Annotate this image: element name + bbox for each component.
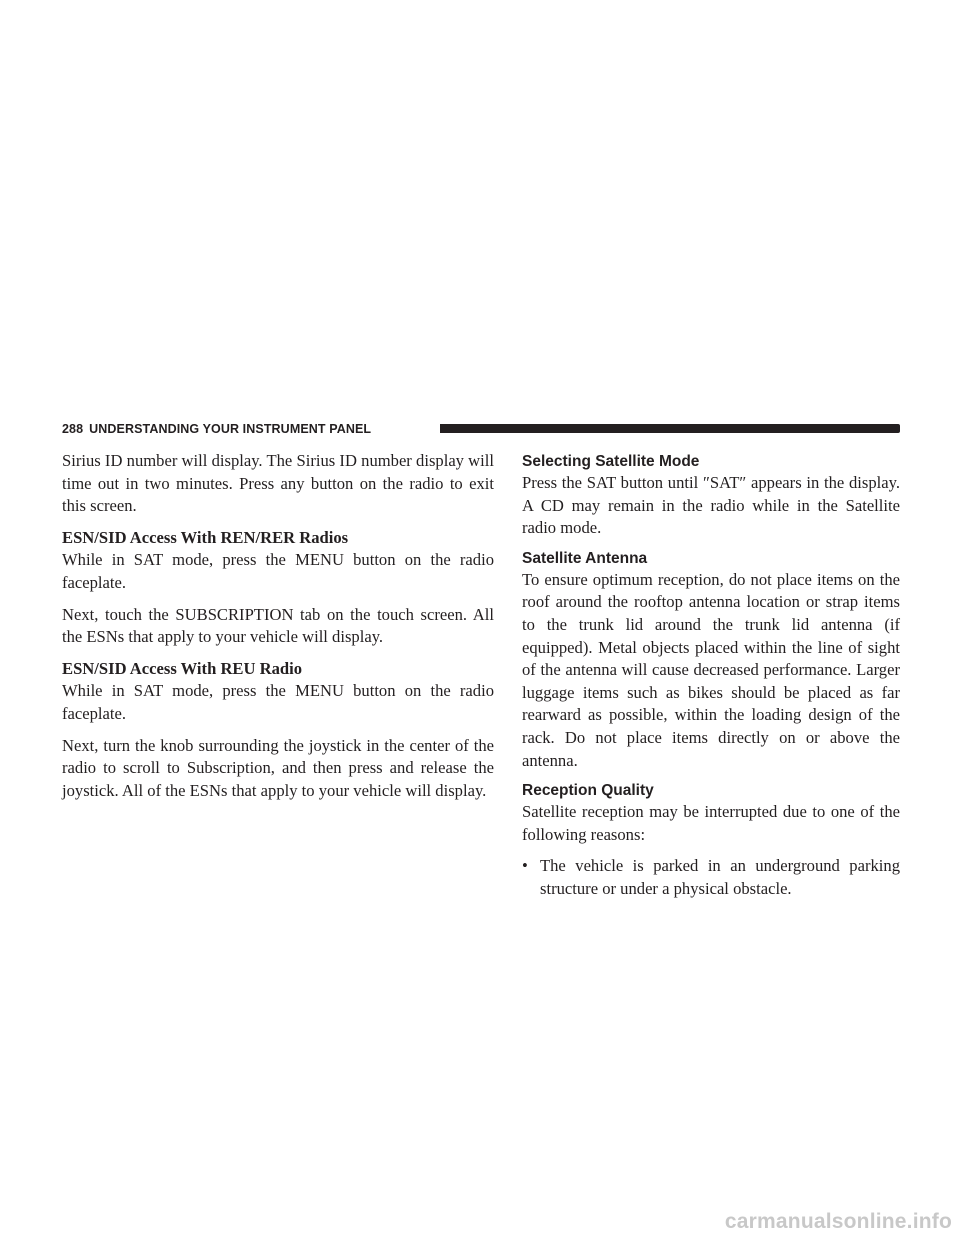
header-text bbox=[62, 421, 371, 437]
section-title: UNDERSTANDING YOUR INSTRUMENT PANEL bbox=[89, 422, 372, 436]
heading-reception-quality: Reception Quality bbox=[522, 782, 654, 800]
heading-esn-ren-rer: ESN/SID Access With REN/RER Radios bbox=[62, 527, 349, 547]
page-number: 288 bbox=[62, 422, 84, 436]
paragraph-ren-subscription: Next, touch the SUBSCRIPTION tab on the touch screen. All the ESNs that apply to your vehicle will display. bbox=[62, 604, 494, 647]
paragraph-reu-joystick: Next, turn the knob surrounding the joystick in the center of the radio to scroll to Subscription, and then press and release the joystick. All of the ESNs that apply to your vehicle will display. bbox=[62, 735, 494, 800]
left-column bbox=[62, 450, 494, 811]
paragraph-satellite-mode: Press the SAT button until ″SAT″ appears in the display. A CD may remain in the radio while in the Satellite radio mode. bbox=[522, 473, 900, 538]
bullet-text: The vehicle is parked in an underground parking structure or under a physical obstacle. bbox=[540, 856, 900, 898]
watermark: carmanualsonline.info bbox=[724, 1210, 952, 1233]
heading-satellite-antenna: Satellite Antenna bbox=[522, 549, 648, 567]
list-item bbox=[522, 855, 900, 900]
paragraph-sirius-id: Sirius ID number will display. The Sirius ID number display will time out in two minutes. Press any button on the radio to exit this screen. bbox=[62, 451, 494, 516]
bullet-icon: • bbox=[522, 856, 528, 876]
paragraph-satellite-antenna: To ensure optimum reception, do not place items on the roof around the rooftop antenna location or strap items to the trunk lid around the trunk lid antenna (if equipped). Metal objects placed within the line of sight of the antenna will cause decreased performance. Larger luggage items such as bikes should be placed as far rearward as possible, within the loading design of the rack. Do not place items directly on or above the antenna. bbox=[522, 569, 900, 770]
paragraph-reu-menu: While in SAT mode, press the MENU button on the radio faceplate. bbox=[62, 681, 494, 723]
heading-selecting-satellite-mode: Selecting Satellite Mode bbox=[522, 453, 700, 470]
paragraph-ren-menu: While in SAT mode, press the MENU button on the radio faceplate. bbox=[62, 550, 494, 592]
header-rule bbox=[440, 424, 900, 433]
paragraph-reception-quality: Satellite reception may be interrupted due to one of the following reasons: bbox=[522, 802, 900, 844]
right-column bbox=[522, 450, 900, 901]
heading-esn-reu: ESN/SID Access With REU Radio bbox=[62, 658, 303, 678]
page-header bbox=[62, 421, 900, 437]
